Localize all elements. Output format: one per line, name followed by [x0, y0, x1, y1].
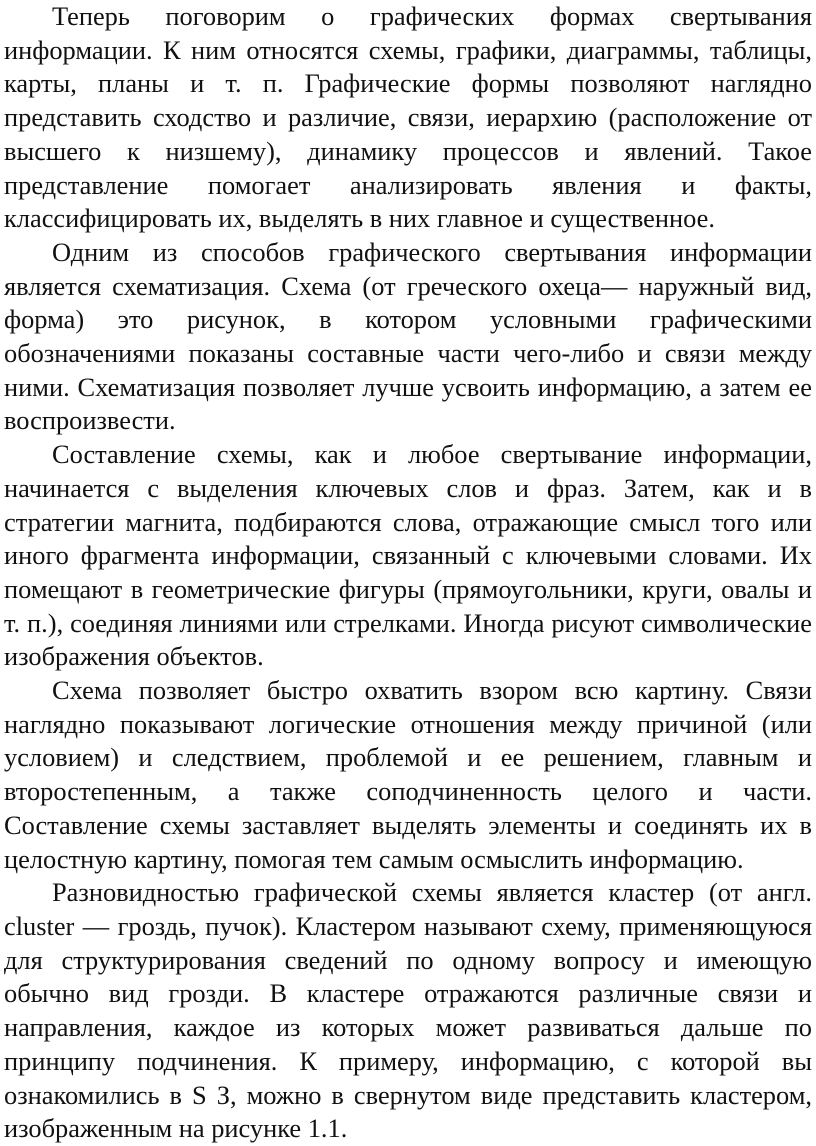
document-page — [4, 0, 812, 1146]
paragraph-scheme-building: Составление схемы, как и любое свертывание информации, начинается с выделения ключевых слов и фраз. Затем, как и в стратегии магнита, подбираются слова, отражающие смысл того или иного фрагмента информации, связанный с ключевыми словами. Их помещают в геометрические фигуры (прямоугольники, круги, овалы и т. п.), соединяя линиями или стрелками. Иногда рисуют символические изображения объектов. — [4, 439, 812, 672]
paragraph-schematization: Одним из способов графического свертывания информации является схематизация. Схема (от греческого охеца— наружный вид, форма) это рисунок, в котором условными графическими обозначениями показаны составные части чего-либо и связи между ними. Схематизация позволяет лучше усвоить информацию, а затем ее воспроизвести. — [4, 236, 812, 436]
paragraph-scheme-benefits: Схема позволяет быстро охватить взором всю картину. Связи наглядно показывают логические отношения между причиной (или условием) и следствием, проблемой и ее решением, главным и второстепенным, а также соподчиненность целого и части. Составление схемы заставляет выделять элементы и соединять их в целостную картину, помогая тем самым осмыслить информацию. — [4, 675, 812, 874]
paragraph-cluster: Разновидностью графической схемы является кластер (от англ. cluster — гроздь, пучок). Кластером называют схему, применяющуюся для структурирования сведений по одному вопросу и имеющую обычно вид грозди. В кластере отражаются различные связи и направления, каждое из которых может развиваться дальше по принципу подчинения. К примеру, информацию, с которой вы ознакомились в S З, можно в свернутом виде представить кластером, изображенным на рисунке 1.1. — [4, 877, 812, 1144]
paragraph-graphic-forms: Теперь поговорим о графических формах свертывания информации. К ним относятся схемы, графики, диаграммы, таблицы, карты, планы и т. п. Графические формы позволяют наглядно представить сходство и различие, связи, иерархию (расположение от высшего к низшему), динамику процессов и явлений. Такое представление помогает анализировать явления и факты, классифицировать их, выделять в них главное и существенное. — [4, 1, 812, 234]
